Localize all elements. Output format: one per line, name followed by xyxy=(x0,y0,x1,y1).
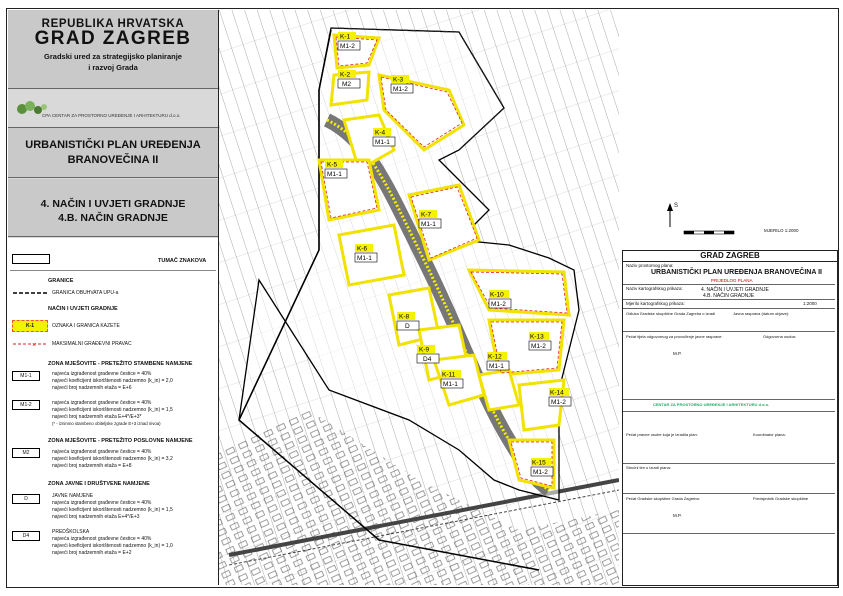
legend-title: TUMAČ ZNAKOVA xyxy=(158,258,207,264)
pecat3-text: Pečat Gradske skupštine Grada Zagreba: xyxy=(626,496,700,501)
sheet-label: Naziv kartografskog prikaza: xyxy=(626,286,683,291)
divider xyxy=(623,299,835,300)
d-line: najveća izgrađenost građevne čestice = 40% xyxy=(52,500,152,506)
divider xyxy=(623,284,835,285)
plan-title-line2: BRANOVEČINA II xyxy=(67,154,159,166)
m12-line: (* - iznimno stambeno obiteljske zgrade E+3 iznad nivoa) xyxy=(52,421,161,426)
kazeta-label: K-10 xyxy=(490,291,504,299)
d-line: najveći koeficijent iskorištenosti nadzemno (k_in) = 1,5 xyxy=(52,507,173,513)
zone-label: M1-2 xyxy=(533,469,548,476)
kazeta-label: K-11 xyxy=(442,371,456,379)
scale-label: Mjerilo kartografskog prikaza: xyxy=(626,301,685,306)
m11-symbol: M1-1 xyxy=(12,371,40,381)
company-logo-block xyxy=(8,89,218,128)
north-letter: S xyxy=(674,203,679,209)
company-name: CPA CENTAR ZA PROSTORNO UREĐENJE I ARHITEKTURU d.o.o. xyxy=(42,113,181,118)
zone-label: M1-1 xyxy=(327,171,342,178)
d4-symbol: D4 xyxy=(12,531,40,541)
kazeta-label: K-8 xyxy=(399,313,410,321)
zone-label: D4 xyxy=(423,356,432,363)
north-arrow-scale xyxy=(640,195,820,245)
north-arrow-icon xyxy=(640,195,820,245)
zona-d-heading: ZONA JAVNE I DRUŠTVENE NAMJENE xyxy=(48,481,150,487)
zone-label: M1-2 xyxy=(340,43,355,50)
d4-line: najveći koeficijent iskorištenosti nadzemno (k_in) = 1,0 xyxy=(52,543,173,549)
m12-line: najveći broj nadzemnih etaža E+4*/E+3* xyxy=(52,414,142,420)
zone-label: M1-2 xyxy=(551,399,566,406)
kazeta-label: K-7 xyxy=(421,211,432,219)
plan-title xyxy=(8,128,218,178)
m11-line: najveća izgrađenost građevne čestice = 40% xyxy=(52,371,152,377)
d-line: JAVNE NAMJENE xyxy=(52,493,94,499)
kazeta-label: K-4 xyxy=(375,129,386,137)
m2-line: najveći broj nadzemnih etaža = E+8 xyxy=(52,463,132,469)
kazeta-label: K-14 xyxy=(550,389,564,397)
divider xyxy=(623,411,835,412)
zona-m1-heading: ZONA MJEŠOVITE - PRETEŽITO STAMBENE NAMJENE xyxy=(48,361,193,367)
sheet-name-line1: 4. NAČIN I UVJETI GRADNJE xyxy=(701,287,769,293)
scale-value: 1:2000 xyxy=(803,301,817,306)
d4-line: najveća izgrađenost građevne čestice = 40% xyxy=(52,536,152,542)
granica-label: GRANICA OBUHVATA UPU-a xyxy=(52,290,119,296)
kazeta-label: K-1 xyxy=(340,33,351,41)
d4-line: PREDŠKOLSKA xyxy=(52,529,90,535)
zone-label: D xyxy=(405,323,410,330)
sheet-title xyxy=(8,179,218,237)
kazeta-label: K-3 xyxy=(393,76,404,84)
office-name-line1: Gradski ured za strategijsko planiranje xyxy=(44,52,182,61)
base-symbol xyxy=(12,254,50,264)
zone-label: M1-1 xyxy=(375,139,390,146)
zone-label: M1-2 xyxy=(393,86,408,93)
kazeta-label: K-5 xyxy=(327,161,338,169)
project-label: Naziv prostornog plana: xyxy=(626,263,674,268)
divider xyxy=(623,463,835,464)
kazeta-label: OZNAKA I GRANICA KAZETE xyxy=(52,323,120,329)
mp-text: M.P. xyxy=(673,513,682,518)
d4-line: najveći broj nadzemnih etaža = E+2 xyxy=(52,550,132,556)
city-name: GRAD ZAGREB xyxy=(34,28,192,49)
d-line: najveći broj nadzemnih etaža E+4*/E+3 xyxy=(52,514,140,520)
scale-text: MJERILO 1:2000 xyxy=(764,228,799,233)
divider xyxy=(623,308,835,309)
kazeta-label: K-12 xyxy=(488,353,502,361)
divider xyxy=(623,399,835,400)
divider xyxy=(10,270,216,271)
zone-label: M1-2 xyxy=(531,343,546,350)
m11-line: najveći broj nadzemnih etaža = E+6 xyxy=(52,385,132,391)
zone-label: M1-2 xyxy=(491,301,506,308)
republic-name: REPUBLIKA HRVATSKA xyxy=(41,18,185,30)
draft-label: PRIJEDLOG PLANA xyxy=(711,278,753,283)
m12-line: najveći koeficijent iskorištenosti nadzemno (k_in) = 1,5 xyxy=(52,407,173,413)
pravac-symbol xyxy=(12,338,48,350)
m12-symbol: M1-2 xyxy=(12,400,40,410)
koordinator-text: Koordinator plana: xyxy=(753,432,786,437)
m2-symbol: M2 xyxy=(12,448,40,458)
tb-company: CENTAR ZA PROSTORNO UREĐENJE I ARHITEKTURU d.o.o. xyxy=(653,402,770,407)
legend-panel xyxy=(8,10,219,585)
kazeta-label: K-9 xyxy=(419,346,430,354)
divider xyxy=(623,533,835,534)
kazeta-label: K-6 xyxy=(357,245,368,253)
strucni-text: Stručni tim u izradi plana: xyxy=(626,465,671,470)
svg-text:×: × xyxy=(32,342,37,349)
divider xyxy=(623,331,835,332)
boundary-line-symbol xyxy=(12,289,48,297)
office-name-line2: i razvoj Grada xyxy=(88,63,138,72)
kazeta-label: K-15 xyxy=(532,459,546,467)
zone-label: M1-1 xyxy=(489,363,504,370)
pravac-label: MAKSIMALNI GRAĐEVNI PRAVAC xyxy=(52,341,132,347)
title-block-heading: GRAD ZAGREB xyxy=(623,251,837,262)
kazeta-symbol: K-1 xyxy=(12,320,48,332)
zona-m2-heading: ZONA MJEŠOVITE - PRETEŽITO POSLOVNE NAMJENE xyxy=(48,438,193,444)
pecat2-text: Pečat pravne osobe koja je izradila plan: xyxy=(626,432,698,437)
cpa-logo-icon xyxy=(14,95,54,125)
sheet-title-line2: 4.B. NAČIN GRADNJE xyxy=(58,212,168,224)
divider xyxy=(623,493,835,494)
sheet-title-line1: 4. NAČIN I UVJETI GRADNJE xyxy=(40,198,186,210)
m12-line: najveća izgrađenost građevne čestice = 40% xyxy=(52,400,152,406)
zone-label: M2 xyxy=(342,81,352,88)
legend xyxy=(8,238,218,585)
cadastral-map[interactable] xyxy=(219,10,619,585)
title-header xyxy=(8,10,218,89)
project-name: URBANISTIČKI PLAN UREĐENJA BRANOVEČINA II xyxy=(651,269,822,276)
m11-line: najveći koeficijent iskorištenosti nadzemno (k_in) = 2,0 xyxy=(52,378,173,384)
title-block xyxy=(622,250,838,586)
zone-label: M1-1 xyxy=(443,381,458,388)
kazeta-label: K-13 xyxy=(530,333,544,341)
predsjednik-text: Predsjednik Gradske skupštine xyxy=(753,496,809,501)
nacin-heading: NAČIN I UVJETI GRADNJE xyxy=(48,306,118,312)
javna-text: Javna rasprava (datum objave): xyxy=(733,311,790,316)
kazeta-label: K-2 xyxy=(340,71,351,79)
mp-text: M.P. xyxy=(673,351,682,356)
pecat1-text: Pečat tijela odgovornog za provođenje javne rasprave: xyxy=(626,334,723,339)
zone-label: M1-1 xyxy=(421,221,436,228)
zone-label: M1-1 xyxy=(357,255,372,262)
m2-line: najveća izgrađenost građevne čestice = 40% xyxy=(52,449,152,455)
d-symbol: D xyxy=(12,494,40,504)
plan-title-line1: URBANISTIČKI PLAN UREĐENJA xyxy=(25,139,201,151)
odluka-text: Odluka Gradske skupštine Grada Zagreba o izradi xyxy=(626,311,716,316)
odgovorna-text: Odgovorna osoba: xyxy=(763,334,796,339)
granice-heading: GRANICE xyxy=(48,278,74,284)
m2-line: najveći koeficijent iskorištenosti nadzemno (k_in) = 3,2 xyxy=(52,456,173,462)
sheet-name-line2: 4.B. NAČIN GRADNJE xyxy=(703,293,755,299)
